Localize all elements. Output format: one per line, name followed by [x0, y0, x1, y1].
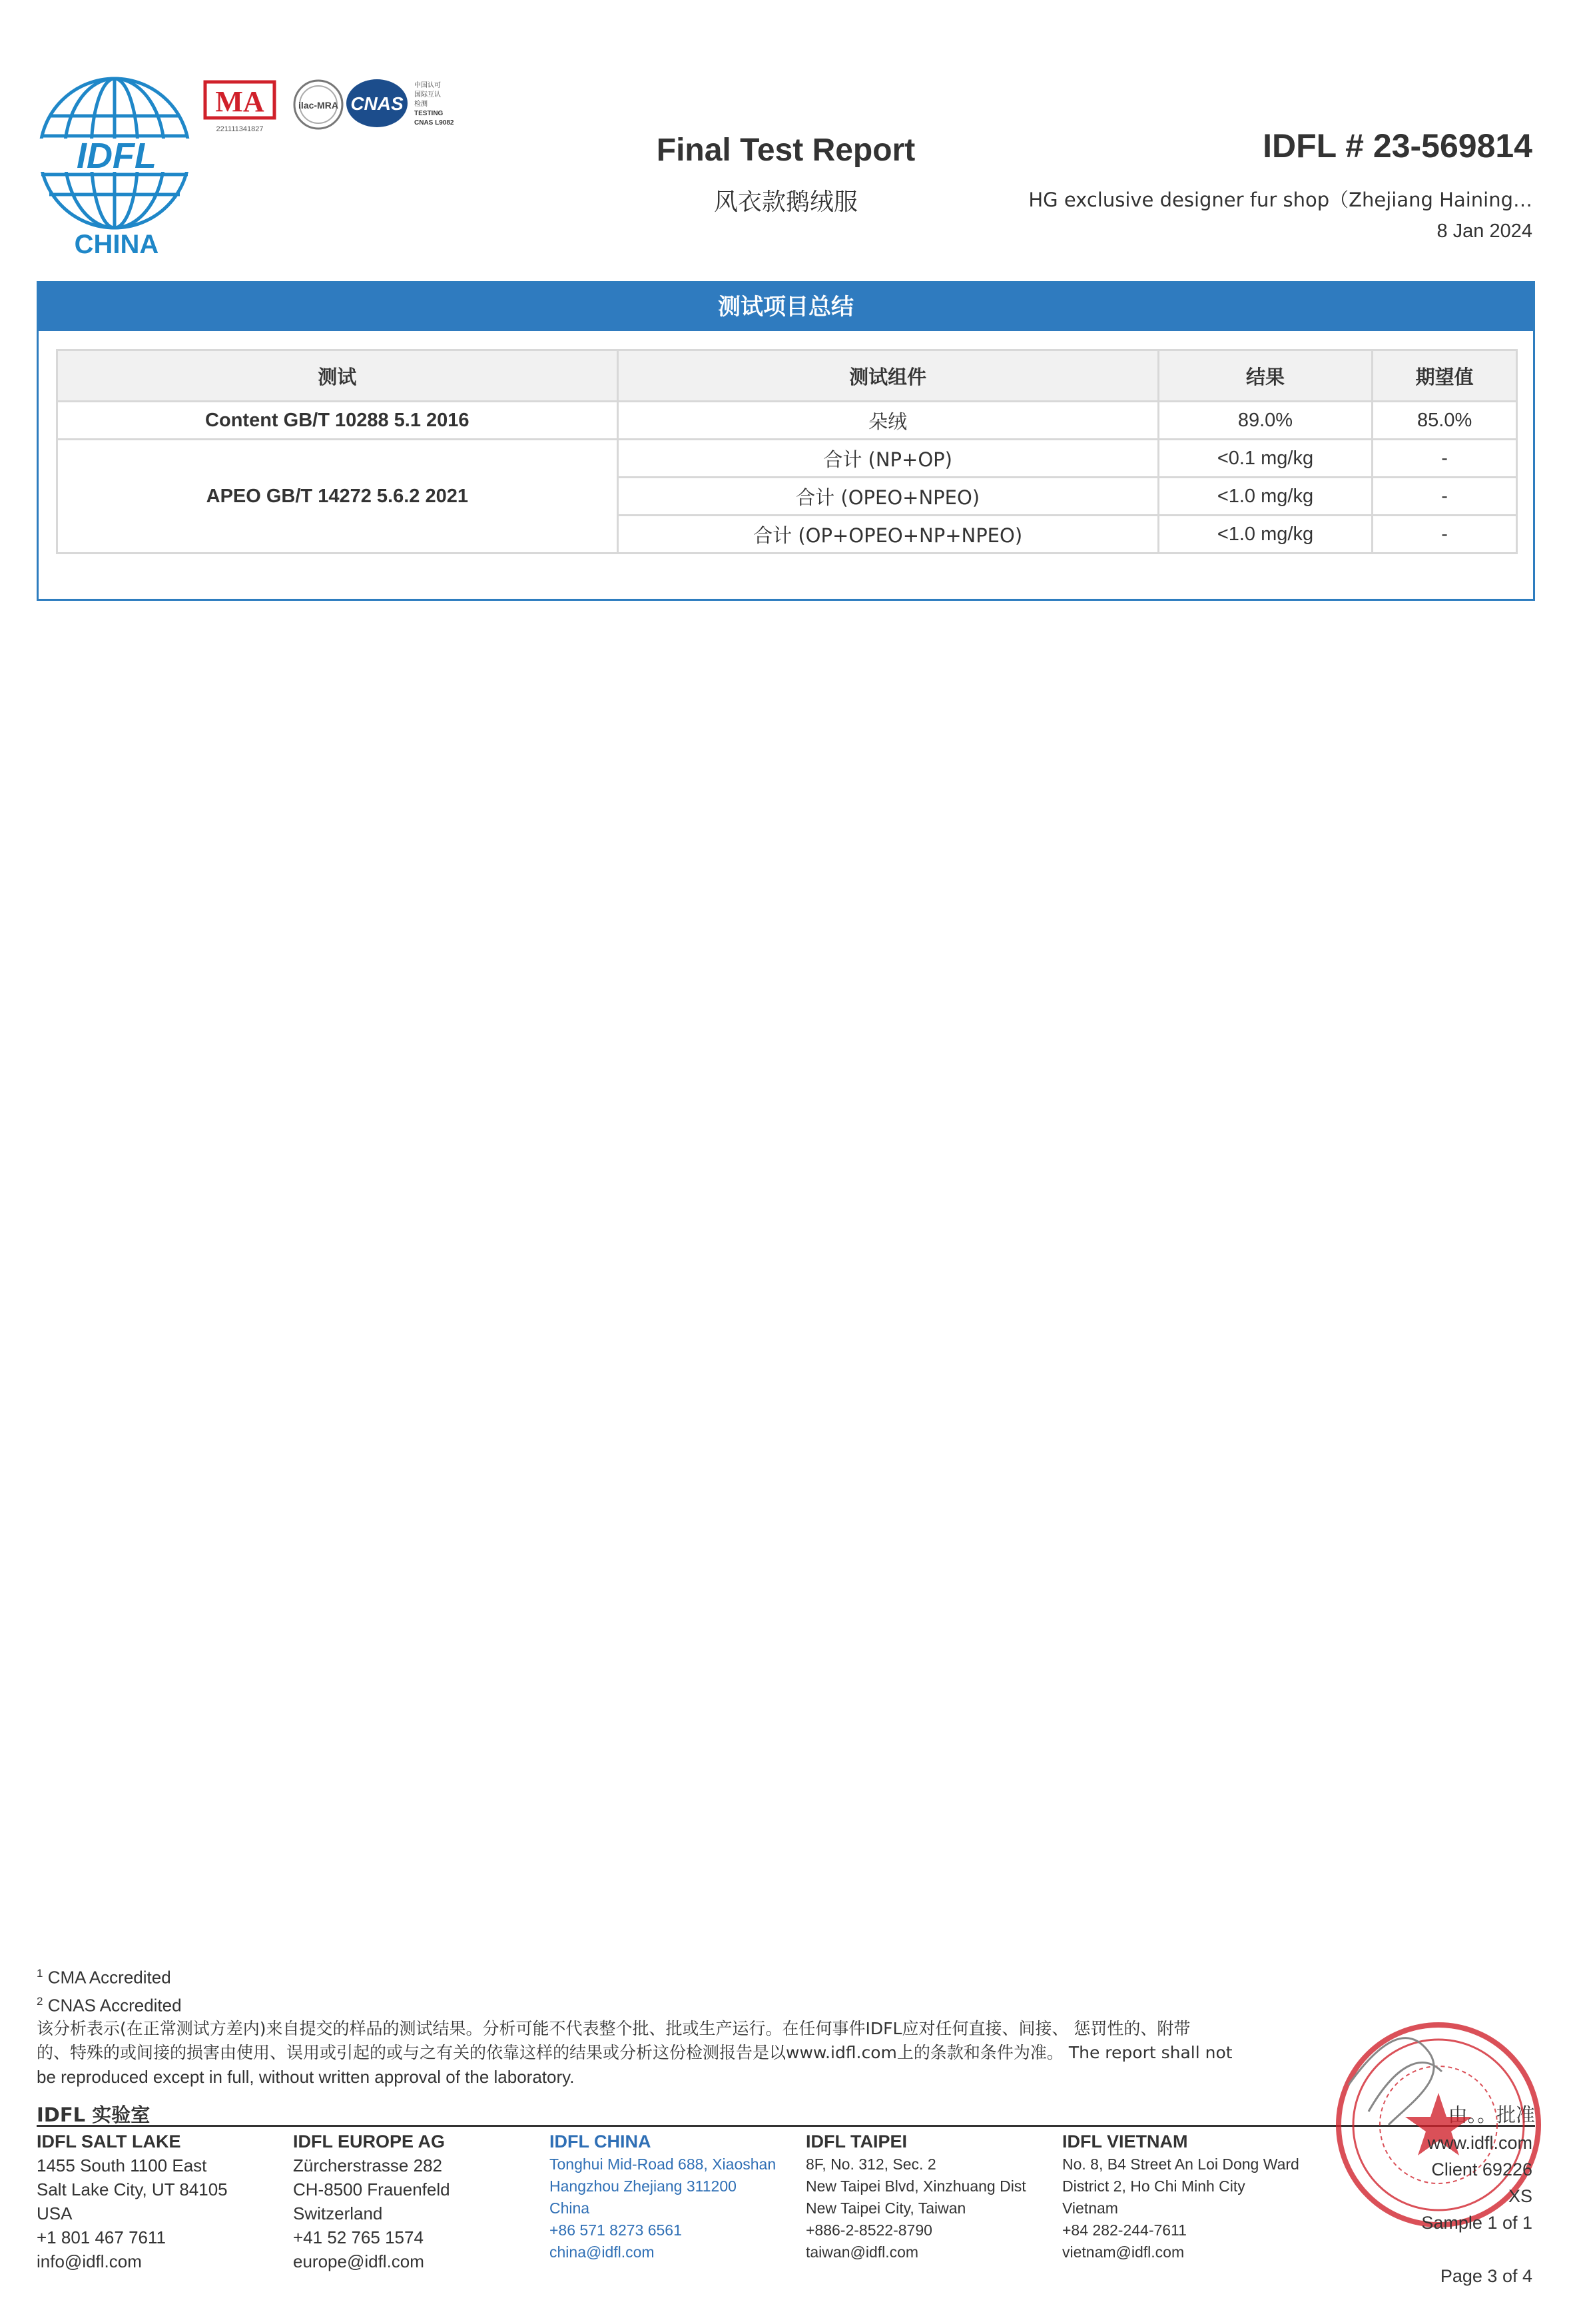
accreditation-logos	[200, 77, 493, 137]
office-salt-lake: IDFL SALT LAKE 1455 South 1100 East Salt Lake City, UT 84105 USA +1 801 467 7611 info@idfl.com	[37, 2131, 228, 2271]
column-header-test: 测试	[57, 350, 618, 402]
test-name: Content GB/T 10288 5.1 2016	[57, 402, 618, 440]
test-summary-panel	[37, 281, 1535, 601]
column-header-expected: 期望值	[1373, 350, 1517, 402]
test-name: APEO GB/T 14272 5.6.2 2021	[57, 440, 618, 554]
logo-country: CHINA	[74, 230, 159, 259]
test-result: <0.1 mg/kg	[1158, 440, 1373, 478]
logo-text: IDFL	[77, 136, 157, 176]
sample-size: XS	[1508, 2186, 1532, 2206]
svg-text:CNAS: CNAS	[350, 93, 404, 114]
table-row	[57, 402, 1517, 440]
test-expected: -	[1373, 440, 1517, 478]
cma-logo-icon	[205, 82, 274, 133]
disclaimer-line: be reproduced except in full, without written approval of the laboratory.	[37, 2067, 575, 2088]
test-component: 合计 (NP+OP)	[617, 440, 1158, 478]
svg-text:ilac-MRA: ilac-MRA	[298, 100, 338, 111]
test-expected: -	[1373, 478, 1517, 516]
footnote-cnas: $^2$ CNAS Accredited	[37, 1994, 182, 2016]
office-vietnam: IDFL VIETNAM No. 8, B4 Street An Loi Dong Ward District 2, Ho Chi Minh City Vietnam +84 282-244-7611 vietnam@idfl.com	[1062, 2131, 1299, 2261]
footnote-cma: $^1$ CMA Accredited	[37, 1967, 171, 1988]
footnotes	[37, 1962, 1302, 2089]
labs-heading: IDFL 实验室	[37, 2104, 151, 2126]
report-identifiers	[1359, 2130, 1532, 2289]
report-date: 8 Jan 2024	[1436, 220, 1532, 242]
office-china: IDFL CHINA Tonghui Mid-Road 688, Xiaoshan Hangzhou Zhejiang 311200 China +86 571 8273 6561 china@idfl.com	[549, 2131, 777, 2261]
test-result: 89.0%	[1158, 402, 1373, 440]
test-component: 朵绒	[617, 402, 1158, 440]
office-europe: IDFL EUROPE AG Zürcherstrasse 282 CH-8500 Frauenfeld Switzerland +41 52 765 1574 europe@idfl.com	[293, 2131, 450, 2271]
test-component: 合计 (OP+OPEO+NP+NPEO)	[617, 516, 1158, 554]
client-number: Client 69226	[1431, 2159, 1532, 2179]
cma-code: 221111341827	[216, 125, 264, 133]
test-expected: -	[1373, 516, 1517, 554]
svg-text:MA: MA	[215, 85, 264, 118]
test-expected: 85.0%	[1373, 402, 1517, 440]
column-header-component: 测试组件	[617, 350, 1158, 402]
svg-text:国际互认: 国际互认	[414, 91, 441, 99]
labs-heading-bar	[37, 2100, 1535, 2127]
website-link[interactable]: www.idfl.com	[1427, 2133, 1532, 2153]
report-title-block	[586, 132, 986, 217]
column-header-result: 结果	[1158, 350, 1373, 402]
test-component: 合计 (OPEO+NPEO)	[617, 478, 1158, 516]
office-taipei: IDFL TAIPEI 8F, No. 312, Sec. 2 New Taipei Blvd, Xinzhuang Dist New Taipei City, Taiwan +886-2-8522-8790 taiwan@idfl.com	[806, 2131, 1026, 2261]
sample-count: Sample 1 of 1	[1421, 2213, 1532, 2233]
results-table	[56, 349, 1518, 554]
product-name: 风衣款鹅绒服	[713, 189, 858, 216]
idfl-china-logo	[33, 75, 200, 261]
cnas-logo-icon	[346, 79, 454, 127]
svg-text:CNAS L9082: CNAS L9082	[414, 119, 454, 127]
test-result: <1.0 mg/kg	[1158, 516, 1373, 554]
svg-text:检测: 检测	[414, 101, 428, 108]
disclaimer-line: 该分析表示(在正常测试方差内)来自提交的样品的测试结果。分析可能不代表整个批、批或生产运行。在任何事件IDFL应对任何直接、间接、 惩罚性的、附带	[37, 2019, 1191, 2039]
page-number: Page 3 of 4	[1440, 2266, 1532, 2286]
panel-heading: 测试项目总结	[39, 283, 1533, 331]
globe-logo-icon	[33, 75, 200, 261]
svg-text:中国认可: 中国认可	[414, 82, 441, 89]
table-header-row	[57, 350, 1517, 402]
test-result: <1.0 mg/kg	[1158, 478, 1373, 516]
disclaimer-line: 的、特殊的或间接的损害由使用、误用或引起的或与之有关的依靠这样的结果或分析这份检测报告是以www.idfl.com上的条款和条件为准。 The report shall not	[37, 2043, 1233, 2063]
svg-text:TESTING: TESTING	[414, 110, 444, 117]
report-id: IDFL # 23-569814	[1263, 127, 1532, 165]
approval-label: 由。。批准	[1448, 2104, 1535, 2126]
table-row	[57, 440, 1517, 478]
report-title: Final Test Report	[656, 133, 916, 168]
report-meta	[933, 127, 1532, 242]
ilac-mra-logo-icon	[294, 81, 342, 129]
client-name: HG exclusive designer fur shop（Zhejiang Haining…	[1028, 189, 1532, 211]
